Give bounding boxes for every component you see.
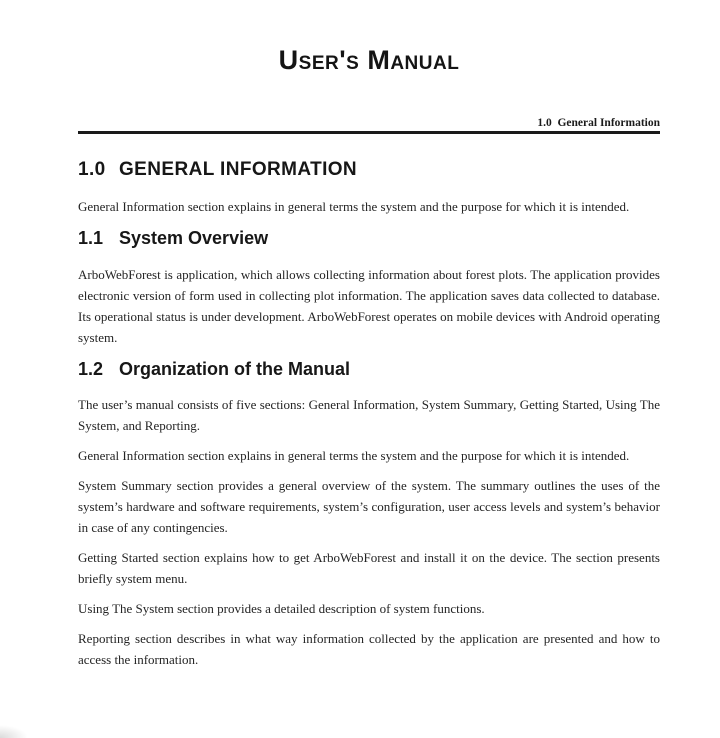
- section-heading-general-information: [78, 159, 660, 181]
- body-paragraph: System Summary section provides a general overview of the system. The summary outlines the uses of the system’s hardware and software requirements, system’s configuration, user access levels and system’s behavior in case of any contingencies.: [78, 478, 660, 536]
- body-paragraph: The user’s manual consists of five sections: General Information, System Summary, Getting Started, Using The System, and Reporting.: [78, 397, 660, 434]
- running-header: 1.0 General Information: [537, 117, 660, 129]
- document-title: User's Manual: [278, 45, 460, 75]
- section-heading-organization-of-the-manual: [78, 359, 660, 380]
- section-title: System Overview: [119, 227, 269, 248]
- section-title: Organization of the Manual: [119, 358, 351, 379]
- section-title: GENERAL INFORMATION: [119, 159, 358, 180]
- body-paragraph: ArboWebForest is application, which allows collecting information about forest plots. The application provides electronic version of form used in collecting plot information. The application saves data collected to database. Its operational status is under development. ArboWebForest operates on mobile devices with Android operating system.: [78, 266, 660, 345]
- section-number: 1.1: [78, 227, 104, 248]
- body-paragraph: General Information section explains in general terms the system and the purpose for which it is intended.: [78, 198, 630, 214]
- body-paragraph: Using The System section provides a detailed description of system functions.: [78, 601, 485, 617]
- body-paragraph: General Information section explains in general terms the system and the purpose for which it is intended.: [78, 448, 630, 464]
- body-paragraph: Reporting section describes in what way information collected by the application are presented and how to access the information.: [78, 631, 660, 668]
- header-rule: [78, 131, 660, 134]
- scan-smudge: [0, 725, 28, 738]
- section-number: 1.0: [78, 159, 106, 180]
- section-number: 1.2: [78, 358, 104, 379]
- body-paragraph: Getting Started section explains how to get ArboWebForest and install it on the device. The section presents briefly system menu.: [78, 550, 660, 587]
- section-heading-system-overview: [78, 228, 660, 249]
